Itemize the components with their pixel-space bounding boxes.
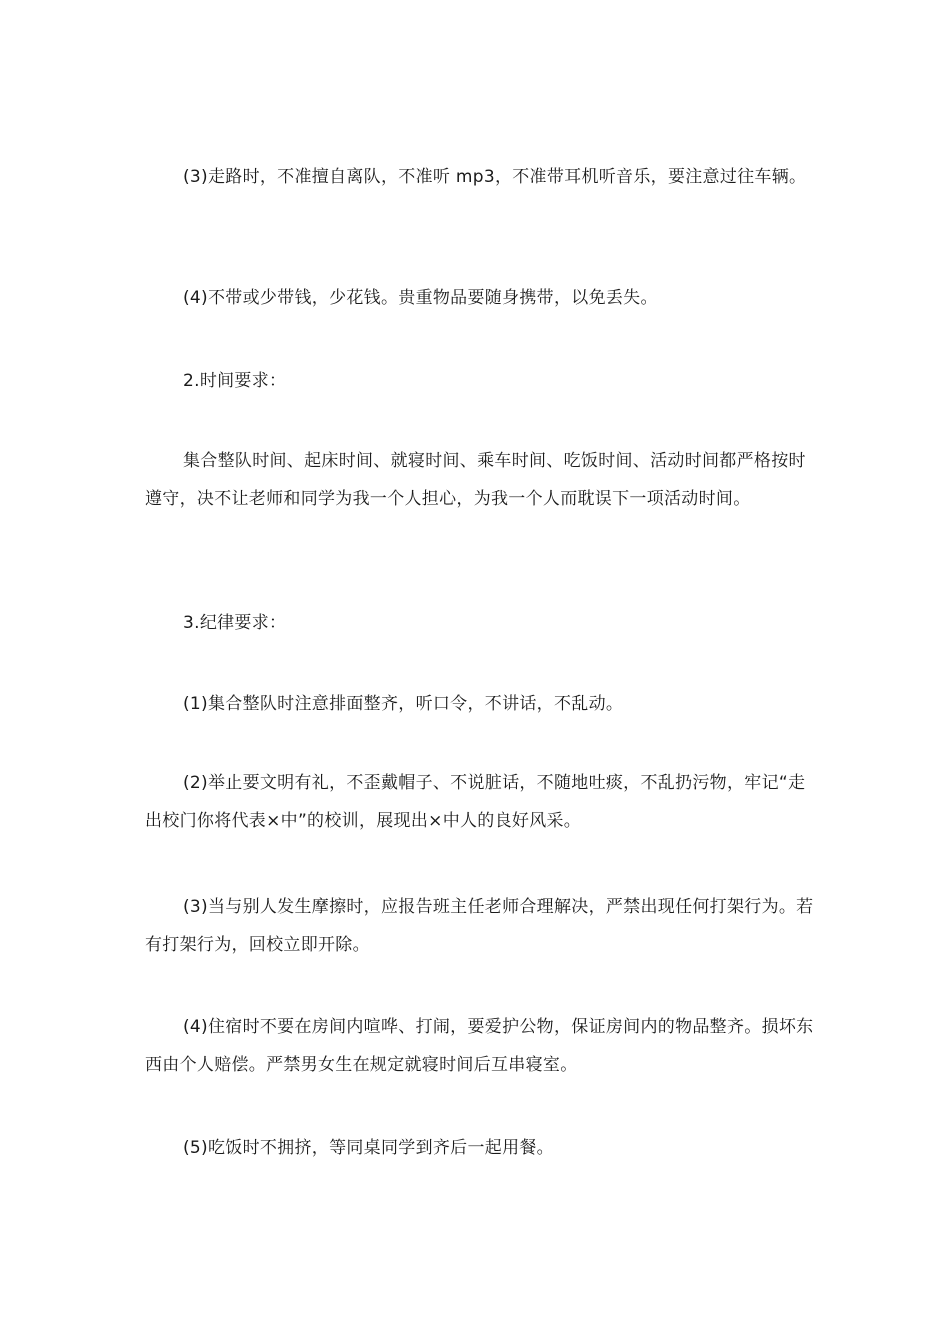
- heading-discipline-requirements: 3.纪律要求：: [183, 613, 287, 633]
- paragraph-walking-rule: (3)走路时，不准擅自离队，不准听 mp3，不准带耳机听音乐，要注意过往车辆。: [183, 167, 807, 187]
- paragraph-time-rule: 集合整队时间、起床时间、就寝时间、乘车时间、吃饭时间、活动时间都严格按时遵守，决不让老师和同学为我一个人担心，为我一个人而耽误下一项活动时间。: [145, 451, 806, 509]
- paragraph-discipline-4: (4)住宿时不要在房间内喧哗、打闹，要爱护公物，保证房间内的物品整齐。损坏东西由个人赔偿。严禁男女生在规定就寝时间后互串寝室。: [145, 1017, 814, 1075]
- paragraph-discipline-5: (5)吃饭时不拥挤，等同桌同学到齐后一起用餐。: [183, 1138, 554, 1158]
- heading-time-requirements: 2.时间要求：: [183, 371, 287, 391]
- paragraph-money-rule: (4)不带或少带钱，少花钱。贵重物品要随身携带，以免丢失。: [183, 288, 658, 308]
- paragraph-discipline-1: (1)集合整队时注意排面整齐，听口令，不讲话，不乱动。: [183, 694, 624, 714]
- paragraph-discipline-3: (3)当与别人发生摩擦时，应报告班主任老师合理解决，严禁出现任何打架行为。若有打架行为，回校立即开除。: [145, 897, 814, 955]
- paragraph-discipline-2: (2)举止要文明有礼，不歪戴帽子、不说脏话，不随地吐痰，不乱扔污物，牢记“走出校门你将代表×中”的校训，展现出×中人的良好风采。: [145, 773, 806, 831]
